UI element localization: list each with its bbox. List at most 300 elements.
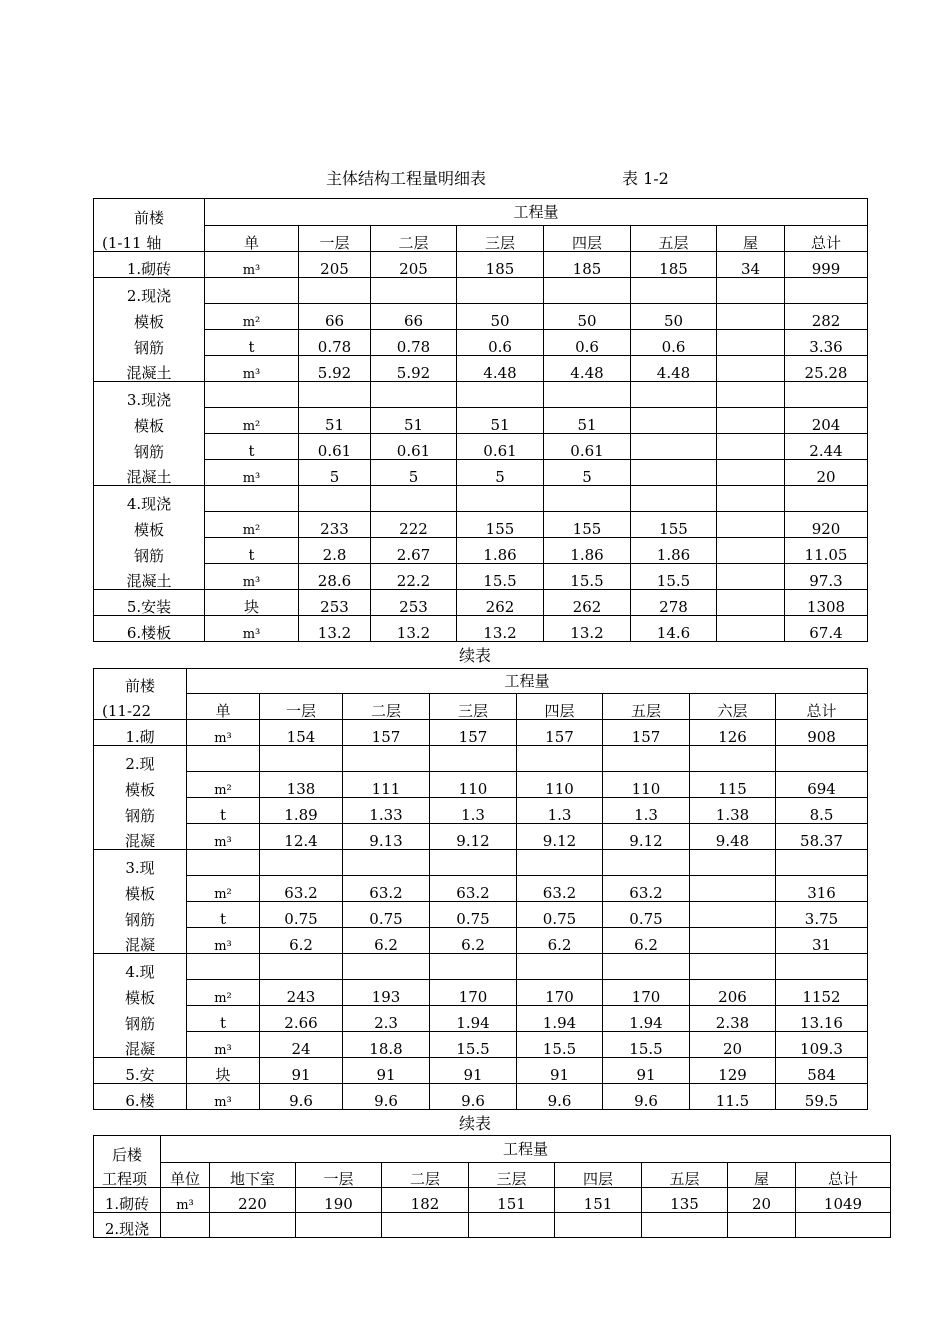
value-cell — [299, 486, 371, 512]
column-header: 三层 — [457, 226, 544, 252]
table-row — [94, 278, 868, 304]
value-cell: 6.2 — [603, 928, 690, 954]
value-cell: 9.13 — [343, 824, 430, 850]
value-cell: 9.12 — [517, 824, 603, 850]
value-cell: 220 — [210, 1188, 296, 1213]
value-cell: 316 — [776, 876, 868, 902]
value-cell: 63.2 — [603, 876, 690, 902]
value-cell: 243 — [260, 980, 343, 1006]
row-label: 钢筋 — [94, 434, 205, 460]
continuation-label-2: 续表 — [458, 1114, 491, 1133]
value-cell: 25.28 — [785, 356, 868, 382]
value-cell: 193 — [343, 980, 430, 1006]
unit-cell: m³ — [205, 356, 299, 382]
corner-label-top: 前楼 — [94, 669, 187, 694]
value-cell: 115 — [690, 772, 776, 798]
value-cell — [717, 434, 785, 460]
value-cell: 15.5 — [603, 1032, 690, 1058]
column-header: 四层 — [517, 694, 603, 720]
value-cell: 8.5 — [776, 798, 868, 824]
unit-cell: m³ — [205, 564, 299, 590]
value-cell — [717, 538, 785, 564]
value-cell: 11.5 — [690, 1084, 776, 1110]
value-cell: 2.8 — [299, 538, 371, 564]
unit-cell: t — [205, 434, 299, 460]
value-cell: 110 — [430, 772, 517, 798]
column-header: 地下室 — [210, 1163, 296, 1188]
value-cell — [631, 486, 717, 512]
value-cell: 9.6 — [430, 1084, 517, 1110]
table-number: 表 1-2 — [622, 169, 669, 188]
value-cell: 5.92 — [371, 356, 457, 382]
table-row — [94, 824, 868, 850]
column-header: 二层 — [382, 1163, 469, 1188]
row-label: 4.现 — [94, 954, 187, 980]
value-cell — [642, 1213, 728, 1238]
value-cell: 13.2 — [299, 616, 371, 642]
value-cell: 282 — [785, 304, 868, 330]
table-row — [94, 590, 868, 616]
row-label: 1.砌砖 — [94, 252, 205, 278]
table-row — [94, 902, 868, 928]
column-header: 三层 — [469, 1163, 555, 1188]
column-header: 五层 — [603, 694, 690, 720]
value-cell: 126 — [690, 720, 776, 746]
value-cell: 1.3 — [430, 798, 517, 824]
value-cell: 206 — [690, 980, 776, 1006]
value-cell: 63.2 — [343, 876, 430, 902]
unit-cell — [205, 278, 299, 304]
unit-cell — [205, 486, 299, 512]
row-label: 5.安装 — [94, 590, 205, 616]
value-cell: 9.6 — [343, 1084, 430, 1110]
value-cell: 5.92 — [299, 356, 371, 382]
value-cell: 6.2 — [260, 928, 343, 954]
column-header: 单位 — [161, 1163, 210, 1188]
value-cell: 50 — [457, 304, 544, 330]
row-label: 模板 — [94, 980, 187, 1006]
value-cell: 0.61 — [544, 434, 631, 460]
value-cell: 205 — [371, 252, 457, 278]
value-cell: 1.89 — [260, 798, 343, 824]
column-header: 总计 — [776, 694, 868, 720]
value-cell — [343, 850, 430, 876]
value-cell: 182 — [382, 1188, 469, 1213]
unit-cell: m² — [205, 304, 299, 330]
value-cell — [785, 278, 868, 304]
value-cell: 5 — [457, 460, 544, 486]
value-cell: 1.33 — [343, 798, 430, 824]
value-cell: 91 — [517, 1058, 603, 1084]
value-cell: 1152 — [776, 980, 868, 1006]
unit-cell: m² — [205, 512, 299, 538]
table-row — [94, 1084, 868, 1110]
column-header: 屋 — [728, 1163, 796, 1188]
value-cell — [382, 1213, 469, 1238]
column-header: 一层 — [296, 1163, 382, 1188]
row-label: 混凝 — [94, 824, 187, 850]
value-cell: 91 — [603, 1058, 690, 1084]
value-cell: 190 — [296, 1188, 382, 1213]
value-cell: 12.4 — [260, 824, 343, 850]
value-cell: 0.78 — [299, 330, 371, 356]
value-cell: 233 — [299, 512, 371, 538]
unit-cell: m² — [187, 772, 260, 798]
value-cell: 13.2 — [371, 616, 457, 642]
value-cell: 262 — [544, 590, 631, 616]
value-cell: 155 — [544, 512, 631, 538]
value-cell — [430, 850, 517, 876]
table-row — [94, 356, 868, 382]
value-cell — [299, 382, 371, 408]
unit-cell: t — [205, 538, 299, 564]
row-label: 2.现浇 — [94, 1213, 161, 1238]
row-label: 2.现浇 — [94, 278, 205, 304]
table-row — [94, 954, 868, 980]
value-cell: 91 — [260, 1058, 343, 1084]
value-cell — [690, 902, 776, 928]
value-cell: 204 — [785, 408, 868, 434]
value-cell — [717, 330, 785, 356]
row-label: 5.安 — [94, 1058, 187, 1084]
value-cell: 0.75 — [517, 902, 603, 928]
value-cell — [631, 278, 717, 304]
row-label: 钢筋 — [94, 902, 187, 928]
value-cell: 9.6 — [517, 1084, 603, 1110]
table-row — [94, 1058, 868, 1084]
unit-cell: 块 — [187, 1058, 260, 1084]
row-label: 模板 — [94, 304, 205, 330]
value-cell: 0.61 — [371, 434, 457, 460]
value-cell: 9.6 — [603, 1084, 690, 1110]
value-cell: 97.3 — [785, 564, 868, 590]
value-cell: 157 — [343, 720, 430, 746]
value-cell: 51 — [457, 408, 544, 434]
value-cell: 1.86 — [631, 538, 717, 564]
value-cell: 3.36 — [785, 330, 868, 356]
value-cell: 5 — [299, 460, 371, 486]
value-cell — [517, 850, 603, 876]
row-label: 2.现 — [94, 746, 187, 772]
value-cell — [517, 954, 603, 980]
column-header: 五层 — [631, 226, 717, 252]
page-title-line — [0, 166, 950, 190]
column-header: 二层 — [343, 694, 430, 720]
value-cell — [717, 486, 785, 512]
value-cell: 0.61 — [457, 434, 544, 460]
value-cell — [717, 304, 785, 330]
table-row — [94, 564, 868, 590]
unit-cell: t — [187, 798, 260, 824]
value-cell: 110 — [603, 772, 690, 798]
value-cell: 1.86 — [544, 538, 631, 564]
value-cell — [371, 382, 457, 408]
value-cell — [690, 876, 776, 902]
value-cell — [717, 460, 785, 486]
value-cell — [690, 954, 776, 980]
value-cell — [717, 564, 785, 590]
value-cell: 5 — [544, 460, 631, 486]
row-label: 钢筋 — [94, 330, 205, 356]
value-cell: 2.67 — [371, 538, 457, 564]
table-row — [94, 538, 868, 564]
column-header: 四层 — [544, 226, 631, 252]
value-cell — [260, 746, 343, 772]
value-cell: 0.75 — [343, 902, 430, 928]
value-cell: 15.5 — [631, 564, 717, 590]
value-cell: 0.6 — [457, 330, 544, 356]
unit-cell: m³ — [187, 928, 260, 954]
value-cell: 59.5 — [776, 1084, 868, 1110]
value-cell: 1.94 — [603, 1006, 690, 1032]
value-cell: 20 — [690, 1032, 776, 1058]
table-row — [94, 382, 868, 408]
value-cell: 0.75 — [430, 902, 517, 928]
row-label: 混凝 — [94, 1032, 187, 1058]
value-cell: 31 — [776, 928, 868, 954]
value-cell: 1.3 — [603, 798, 690, 824]
row-label: 4.现浇 — [94, 486, 205, 512]
unit-cell — [161, 1213, 210, 1238]
value-cell: 278 — [631, 590, 717, 616]
value-cell — [717, 590, 785, 616]
value-cell — [717, 382, 785, 408]
corner-label-bottom: (1-11 轴 — [94, 226, 205, 252]
value-cell: 151 — [555, 1188, 642, 1213]
value-cell: 135 — [642, 1188, 728, 1213]
value-cell: 18.8 — [343, 1032, 430, 1058]
value-cell: 91 — [430, 1058, 517, 1084]
value-cell — [717, 616, 785, 642]
value-cell: 2.44 — [785, 434, 868, 460]
value-cell: 1.86 — [457, 538, 544, 564]
value-cell: 205 — [299, 252, 371, 278]
value-cell: 1.94 — [517, 1006, 603, 1032]
row-label: 混凝 — [94, 928, 187, 954]
table-row — [94, 720, 868, 746]
unit-cell: m³ — [205, 616, 299, 642]
value-cell: 111 — [343, 772, 430, 798]
column-header: 二层 — [371, 226, 457, 252]
column-header: 总计 — [785, 226, 868, 252]
table-row — [94, 1213, 891, 1238]
value-cell: 157 — [603, 720, 690, 746]
value-cell: 262 — [457, 590, 544, 616]
value-cell: 50 — [544, 304, 631, 330]
value-cell — [603, 746, 690, 772]
table-rear-building — [93, 1135, 891, 1238]
unit-cell: m² — [205, 408, 299, 434]
unit-cell: m³ — [205, 460, 299, 486]
table-row — [94, 1188, 891, 1213]
value-cell: 170 — [517, 980, 603, 1006]
row-label: 钢筋 — [94, 1006, 187, 1032]
value-cell: 2.66 — [260, 1006, 343, 1032]
value-cell — [430, 954, 517, 980]
value-cell: 15.5 — [430, 1032, 517, 1058]
value-cell — [717, 408, 785, 434]
value-cell: 0.61 — [299, 434, 371, 460]
value-cell — [631, 382, 717, 408]
value-cell: 66 — [371, 304, 457, 330]
value-cell: 222 — [371, 512, 457, 538]
value-cell: 20 — [785, 460, 868, 486]
value-cell: 109.3 — [776, 1032, 868, 1058]
row-label: 混凝土 — [94, 356, 205, 382]
value-cell: 170 — [603, 980, 690, 1006]
value-cell — [796, 1213, 891, 1238]
table-row — [94, 434, 868, 460]
value-cell: 0.75 — [603, 902, 690, 928]
value-cell — [785, 486, 868, 512]
value-cell: 50 — [631, 304, 717, 330]
value-cell — [260, 850, 343, 876]
column-header: 一层 — [299, 226, 371, 252]
value-cell: 584 — [776, 1058, 868, 1084]
value-cell — [776, 746, 868, 772]
value-cell: 66 — [299, 304, 371, 330]
value-cell — [343, 746, 430, 772]
unit-cell: m³ — [187, 1032, 260, 1058]
value-cell: 22.2 — [371, 564, 457, 590]
value-cell — [299, 278, 371, 304]
value-cell: 15.5 — [517, 1032, 603, 1058]
value-cell — [717, 356, 785, 382]
value-cell: 920 — [785, 512, 868, 538]
value-cell: 253 — [371, 590, 457, 616]
unit-cell: m³ — [187, 1084, 260, 1110]
value-cell — [631, 434, 717, 460]
row-label: 模板 — [94, 512, 205, 538]
value-cell — [603, 850, 690, 876]
table-row — [94, 330, 868, 356]
unit-cell: m³ — [187, 720, 260, 746]
value-cell: 1.38 — [690, 798, 776, 824]
value-cell — [690, 850, 776, 876]
value-cell: 9.12 — [430, 824, 517, 850]
value-cell: 9.12 — [603, 824, 690, 850]
value-cell — [555, 1213, 642, 1238]
row-label: 1.砌砖 — [94, 1188, 161, 1213]
value-cell — [631, 408, 717, 434]
value-cell: 151 — [469, 1188, 555, 1213]
value-cell: 4.48 — [544, 356, 631, 382]
value-cell: 15.5 — [457, 564, 544, 590]
value-cell: 3.75 — [776, 902, 868, 928]
value-cell: 5 — [371, 460, 457, 486]
value-cell — [717, 512, 785, 538]
table-row — [94, 304, 868, 330]
corner-label-bottom: (11-22 — [94, 694, 187, 720]
value-cell: 13.16 — [776, 1006, 868, 1032]
row-label: 1.砌 — [94, 720, 187, 746]
column-header: 六层 — [690, 694, 776, 720]
value-cell: 185 — [457, 252, 544, 278]
value-cell — [776, 954, 868, 980]
value-cell: 15.5 — [544, 564, 631, 590]
value-cell — [260, 954, 343, 980]
unit-cell: t — [187, 902, 260, 928]
unit-cell — [187, 850, 260, 876]
value-cell: 157 — [430, 720, 517, 746]
unit-cell: m³ — [205, 252, 299, 278]
table-row — [94, 928, 868, 954]
row-label: 模板 — [94, 408, 205, 434]
corner-label-bottom: 工程项 — [94, 1163, 161, 1188]
row-label: 6.楼 — [94, 1084, 187, 1110]
row-label: 模板 — [94, 772, 187, 798]
continuation-label-1: 续表 — [458, 646, 491, 665]
column-header: 单 — [205, 226, 299, 252]
table-row — [94, 616, 868, 642]
value-cell: 14.6 — [631, 616, 717, 642]
table-row — [94, 850, 868, 876]
column-header: 单 — [187, 694, 260, 720]
unit-cell: m³ — [187, 824, 260, 850]
value-cell: 694 — [776, 772, 868, 798]
group-header: 工程量 — [161, 1136, 891, 1163]
value-cell — [717, 278, 785, 304]
row-label: 钢筋 — [94, 538, 205, 564]
unit-cell — [205, 382, 299, 408]
column-header: 屋 — [717, 226, 785, 252]
value-cell: 0.6 — [631, 330, 717, 356]
unit-cell: m² — [187, 980, 260, 1006]
value-cell — [430, 746, 517, 772]
value-cell: 51 — [371, 408, 457, 434]
value-cell — [457, 382, 544, 408]
column-header: 三层 — [430, 694, 517, 720]
value-cell: 170 — [430, 980, 517, 1006]
group-header: 工程量 — [205, 199, 868, 226]
value-cell: 67.4 — [785, 616, 868, 642]
table-row — [94, 980, 868, 1006]
unit-cell: 块 — [205, 590, 299, 616]
value-cell: 28.6 — [299, 564, 371, 590]
value-cell — [544, 278, 631, 304]
table-front-building-1-11 — [93, 198, 868, 642]
table-row — [94, 408, 868, 434]
value-cell: 9.6 — [260, 1084, 343, 1110]
table-row — [94, 460, 868, 486]
unit-cell: t — [187, 1006, 260, 1032]
value-cell — [296, 1213, 382, 1238]
value-cell — [210, 1213, 296, 1238]
value-cell — [631, 460, 717, 486]
value-cell — [544, 382, 631, 408]
row-label: 模板 — [94, 876, 187, 902]
value-cell: 0.75 — [260, 902, 343, 928]
value-cell: 154 — [260, 720, 343, 746]
table-row — [94, 772, 868, 798]
value-cell — [690, 746, 776, 772]
unit-cell: m² — [187, 876, 260, 902]
value-cell: 51 — [299, 408, 371, 434]
value-cell: 129 — [690, 1058, 776, 1084]
unit-cell — [187, 954, 260, 980]
row-label: 混凝土 — [94, 460, 205, 486]
table-row — [94, 1032, 868, 1058]
corner-label-top: 后楼 — [94, 1136, 161, 1163]
value-cell: 1.3 — [517, 798, 603, 824]
value-cell: 2.38 — [690, 1006, 776, 1032]
value-cell: 253 — [299, 590, 371, 616]
table-front-building-11-22 — [93, 668, 868, 1110]
value-cell: 908 — [776, 720, 868, 746]
value-cell: 155 — [457, 512, 544, 538]
column-header: 一层 — [260, 694, 343, 720]
value-cell: 63.2 — [260, 876, 343, 902]
